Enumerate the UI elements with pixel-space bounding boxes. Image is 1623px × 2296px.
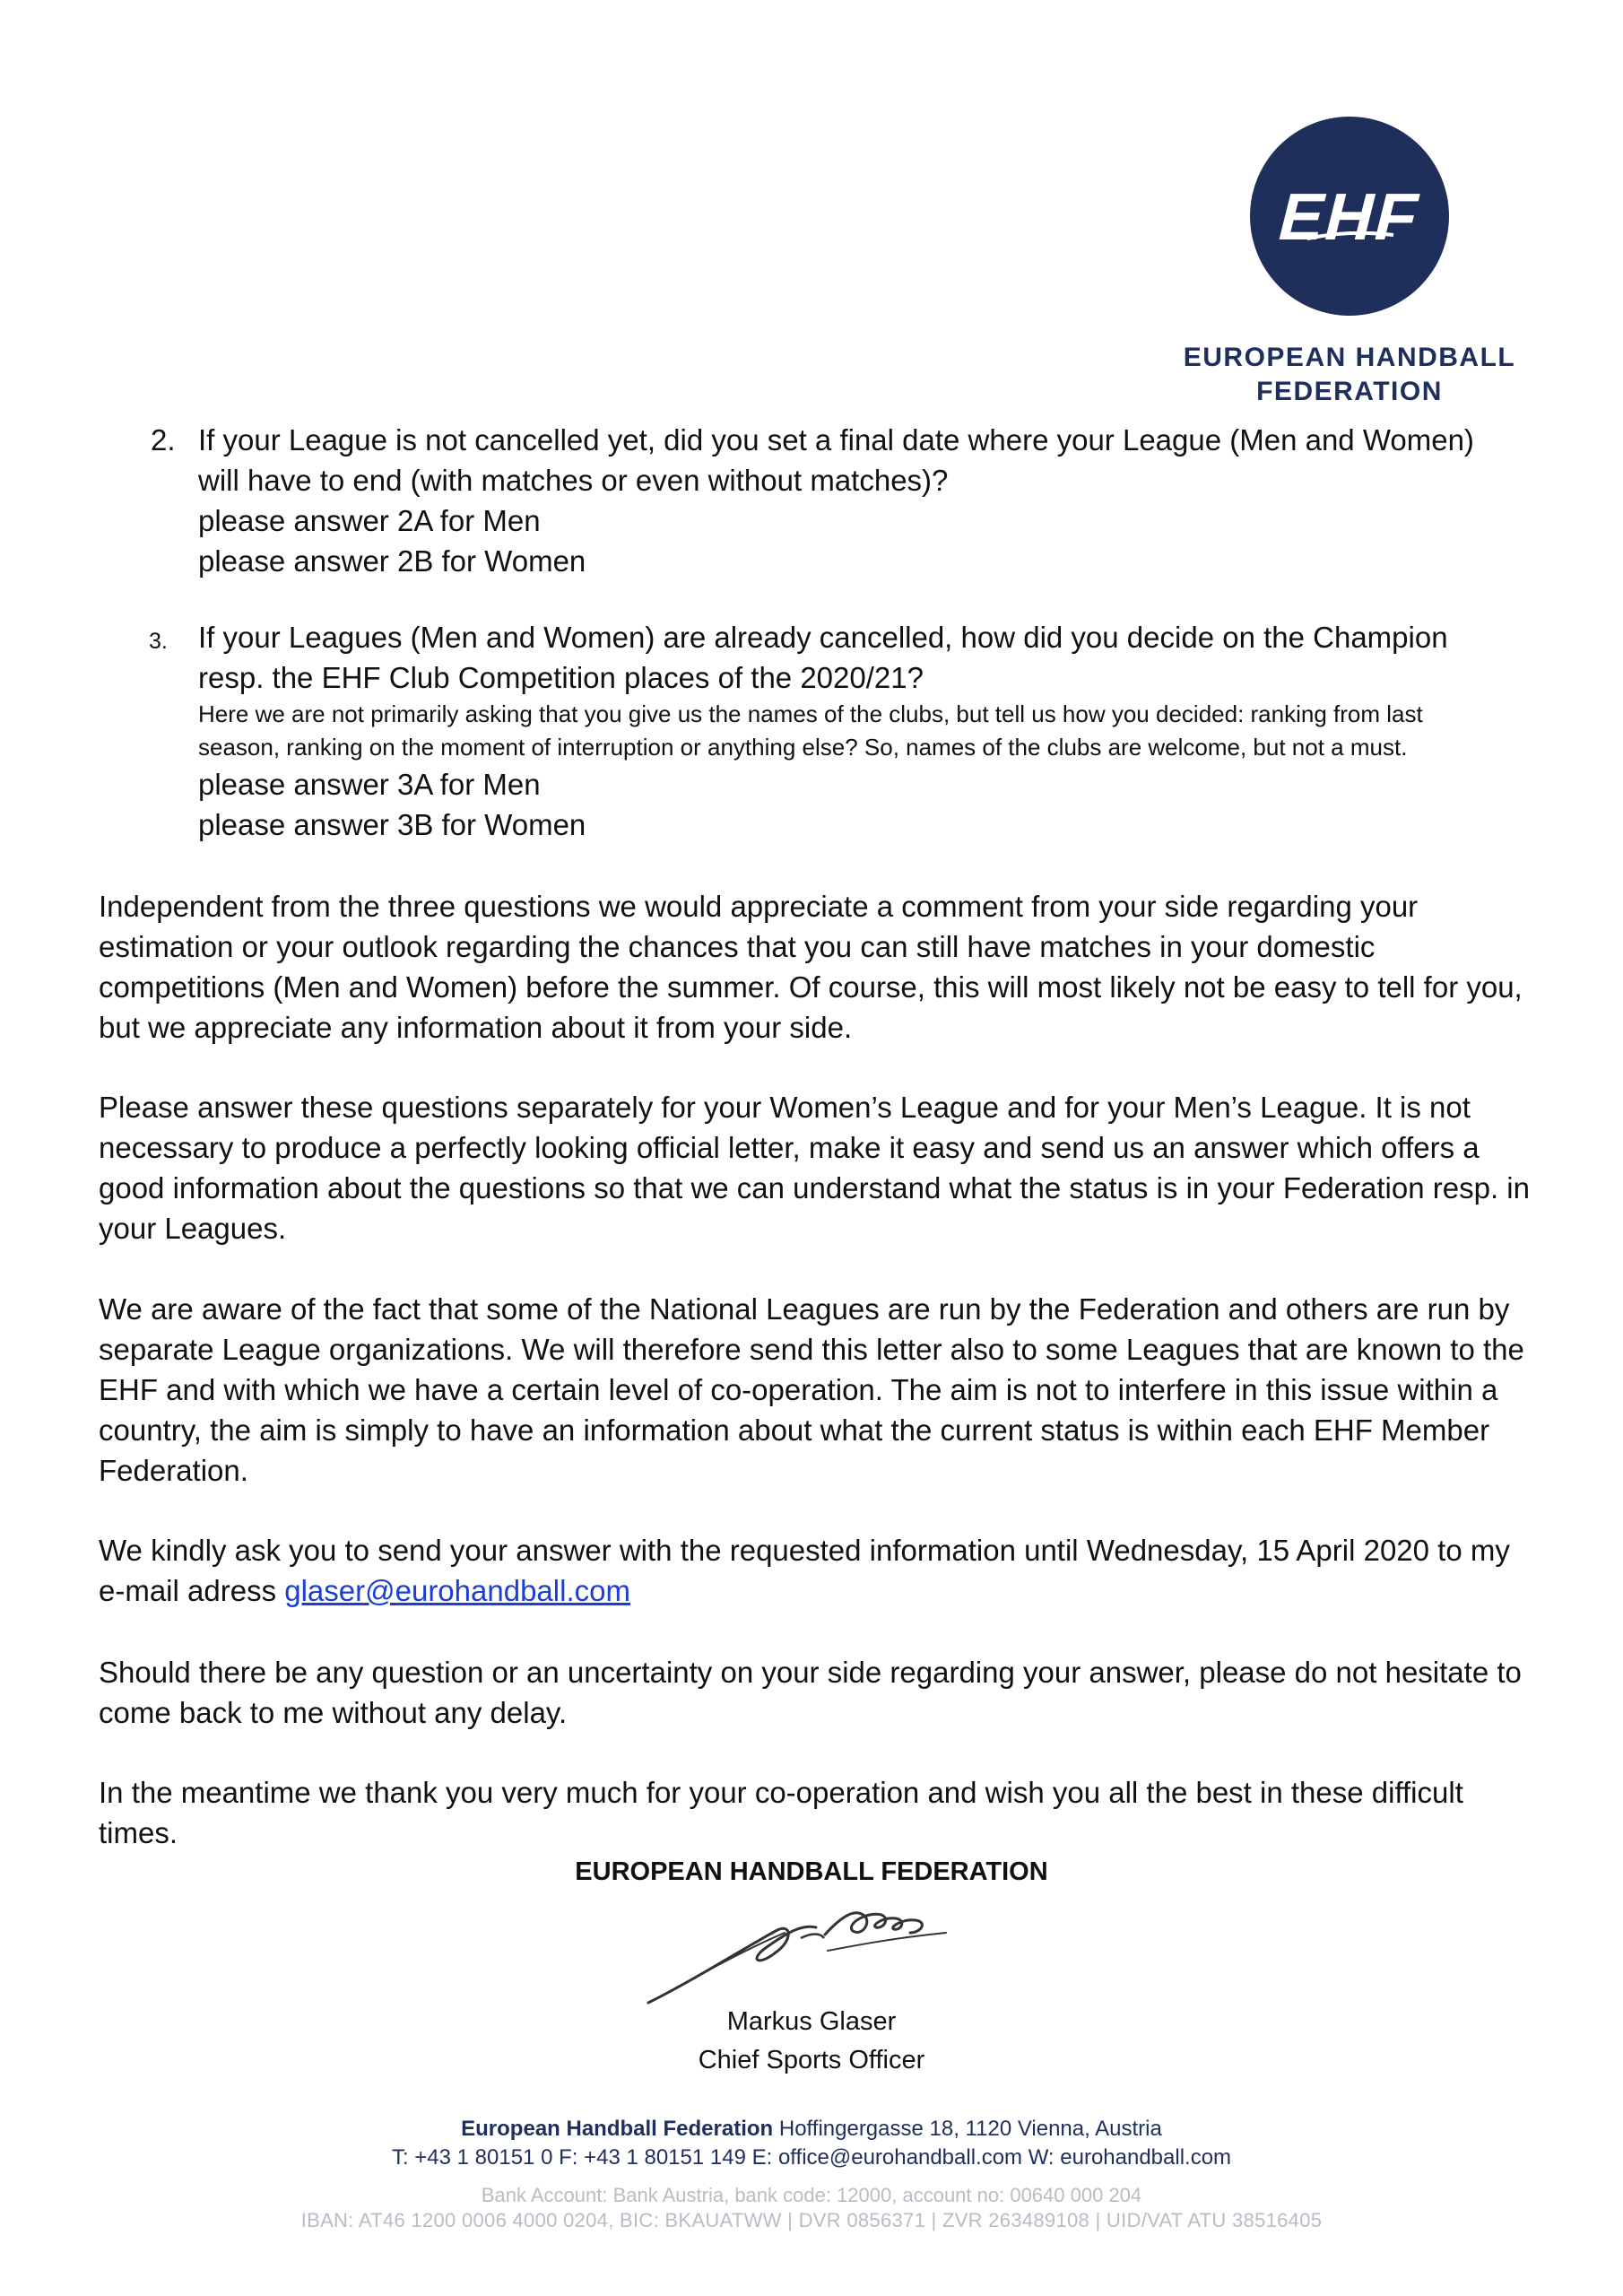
footer-contacts: T: +43 1 80151 0 F: +43 1 80151 149 E: office@eurohandball.com W: eurohandball.com	[391, 2145, 1232, 2170]
question-2-answer-men: please answer 2A for Men	[198, 504, 541, 537]
question-3-answer-men: please answer 3A for Men	[198, 768, 541, 801]
logo-name-line2: FEDERATION	[1256, 377, 1443, 406]
logo-name	[1157, 341, 1542, 409]
question-2	[198, 420, 1543, 581]
footer-org: European Handball Federation	[461, 2117, 774, 2141]
footer-address	[0, 2117, 1623, 2142]
question-3-number: 3.	[149, 629, 168, 654]
question-3-line: resp. the EHF Club Competition places of the 2020/21?	[198, 661, 924, 694]
logo-swoosh-icon	[1306, 231, 1395, 240]
paragraph-deadline	[99, 1530, 1542, 1611]
footer-ids: IBAN: AT46 1200 0006 4000 0204, BIC: BKAUATWW | DVR 0856371 | ZVR 263489108 | UID/VAT ATU 38516405	[300, 2209, 1323, 2231]
question-3-line: If your Leagues (Men and Women) are already cancelled, how did you decide on the Champion	[198, 621, 1448, 654]
logo-abbreviation: EHF	[1271, 178, 1428, 254]
handwritten-signature	[641, 1897, 964, 2013]
question-3-note-line: season, ranking on the moment of interruption or anything else? So, names of the clubs are welcome, but not a must.	[198, 734, 1408, 761]
paragraph-leagues: We are aware of the fact that some of the National Leagues are run by the Federation and others are run by separate League organizations. We will therefore send this letter also to some Leagues that are known to the EHF and with which we have a certain level of co-operation. The aim is not to interfere in this issue within a country, the aim is simply to have an information about what the current status is within each EHF Member Federation.	[99, 1292, 1524, 1487]
footer-bank: Bank Account: Bank Austria, bank code: 12000, account no: 00640 000 204	[481, 2184, 1142, 2206]
signer-title: Chief Sports Officer	[698, 2046, 925, 2074]
logo-name-line1: EUROPEAN HANDBALL	[1183, 343, 1516, 372]
paragraph-outlook: Independent from the three questions we would appreciate a comment from your side regarding your estimation or your outlook regarding the chances that you can still have matches in your domestic competitions (Men and Women) before the summer. Of course, this will most likely not be easy to tell for you, but we appreciate any information about it from your side.	[99, 890, 1523, 1044]
question-3-note-line: Here we are not primarily asking that you give us the names of the clubs, but tell us how you decided: ranking from last	[198, 700, 1423, 727]
question-3-answer-women: please answer 3B for Women	[198, 808, 586, 841]
ehf-logo	[1157, 117, 1542, 409]
signature-organization: EUROPEAN HANDBALL FEDERATION	[575, 1857, 1048, 1886]
footer-street: Hoffingergasse 18, 1120 Vienna, Austria	[778, 2117, 1162, 2141]
signer-name: Markus Glaser	[726, 2007, 897, 2036]
question-2-number: 2.	[151, 423, 176, 457]
paragraph-questions: Should there be any question or an uncertainty on your side regarding your answer, please do not hesitate to come back to me without any delay.	[99, 1656, 1522, 1729]
question-3	[198, 617, 1543, 845]
question-2-line: will have to end (with matches or even without matches)?	[198, 464, 949, 497]
question-2-line: If your League is not cancelled yet, did you set a final date where your League (Men and Women)	[198, 423, 1474, 457]
question-2-answer-women: please answer 2B for Women	[198, 544, 586, 578]
deadline-text: We kindly ask you to send your answer with the requested information until Wednesday, 15 April 2020 to my e-mail adress	[99, 1534, 1510, 1607]
logo-circle	[1250, 117, 1449, 316]
paragraph-separate-answers: Please answer these questions separately for your Women’s League and for your Men’s League. It is not necessary to produce a perfectly looking official letter, make it easy and send us an answer which offers a good information about the questions so that we can understand what the status is in your Federation resp. in your Leagues.	[99, 1091, 1530, 1245]
paragraph-closing: In the meantime we thank you very much for your co-operation and wish you all the best in these difficult times.	[99, 1776, 1463, 1849]
email-link[interactable]: glaser@eurohandball.com	[284, 1574, 630, 1607]
